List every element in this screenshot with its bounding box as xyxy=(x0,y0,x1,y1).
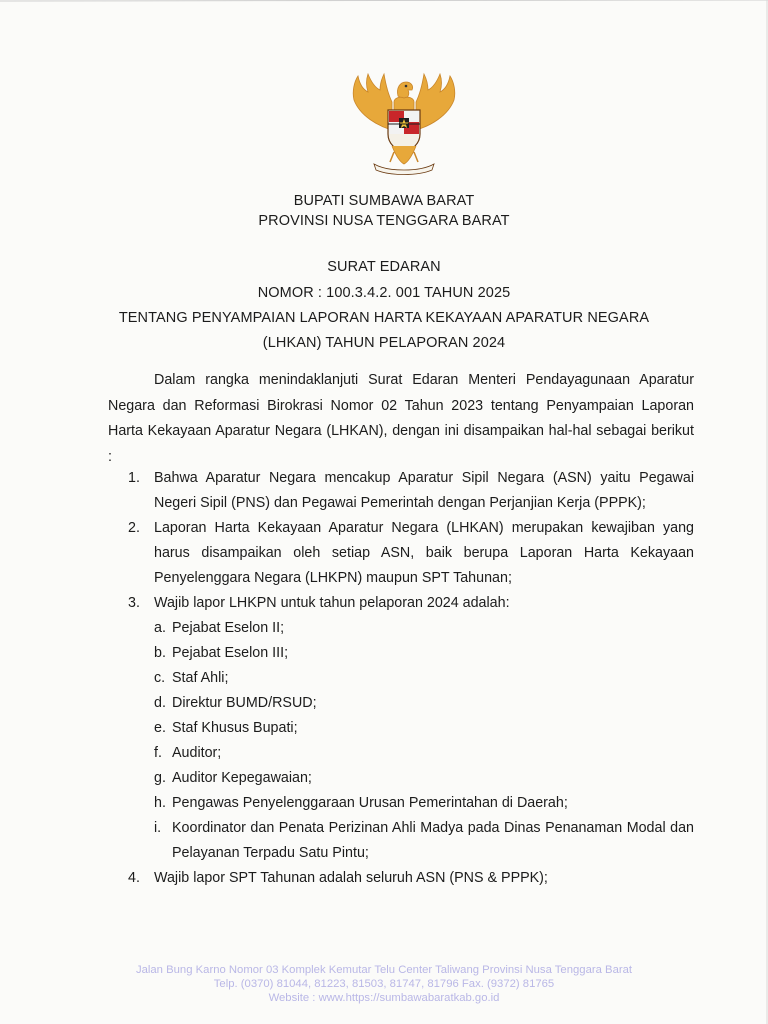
sub-item-letter: g. xyxy=(154,770,166,786)
footer-website: Website : www.https://sumbawabaratkab.go.id xyxy=(268,992,500,1004)
list-item xyxy=(128,866,694,891)
sub-item-text: Pejabat Eselon III; xyxy=(172,645,289,661)
list-item xyxy=(128,591,694,616)
document-number: NOMOR : 100.3.4.2. 001 TAHUN 2025 xyxy=(257,285,511,301)
sub-list-item xyxy=(154,716,694,741)
list-item-text: Wajib lapor SPT Tahunan adalah seluruh ASN (PNS & PPPK); xyxy=(154,870,548,886)
sub-list-item xyxy=(154,791,694,816)
sub-item-text: Direktur BUMD/RSUD; xyxy=(172,695,317,711)
list-item-number: 2. xyxy=(128,520,140,536)
numbered-list xyxy=(128,466,694,891)
document-subject-line-1: TENTANG PENYAMPAIAN LAPORAN HARTA KEKAYAAN APARATUR NEGARA xyxy=(118,310,650,326)
list-item-number: 4. xyxy=(128,870,140,886)
sub-list-item xyxy=(154,766,694,791)
sub-item-letter: e. xyxy=(154,720,166,736)
sub-item-text: Auditor; xyxy=(172,745,222,761)
issuer-title: BUPATI SUMBAWA BARAT xyxy=(293,193,475,209)
list-item-text: Bahwa Aparatur Negara mencakup Aparatur Sipil Negara (ASN) yaitu Pegawai Negeri Sipil (PNS) dan Pegawai Pemerintah dengan Perjanjian Kerja (PPPK); xyxy=(154,470,694,511)
footer-phone: Telp. (0370) 81044, 81223, 81503, 81747, 81796 Fax. (9372) 81765 xyxy=(213,978,555,990)
list-item-number: 1. xyxy=(128,470,140,486)
garuda-pancasila-emblem-icon xyxy=(348,72,460,178)
sub-item-letter: i. xyxy=(154,820,162,836)
sub-item-letter: d. xyxy=(154,695,166,711)
sub-item-text: Pejabat Eselon II; xyxy=(172,620,285,636)
sub-item-text: Staf Ahli; xyxy=(172,670,229,686)
footer-address: Jalan Bung Karno Nomor 03 Komplek Kemutar Telu Center Taliwang Provinsi Nusa Tenggara Barat xyxy=(135,964,633,976)
sub-list-item xyxy=(154,616,694,641)
sub-item-text: Pengawas Penyelenggaraan Urusan Pemerintahan di Daerah; xyxy=(172,795,568,811)
sub-list-item xyxy=(154,741,694,766)
sub-item-text: Staf Khusus Bupati; xyxy=(172,720,298,736)
sub-item-letter: f. xyxy=(154,745,162,761)
list-item xyxy=(128,466,694,516)
intro-paragraph: Dalam rangka menindaklanjuti Surat Edaran Menteri Pendayagunaan Aparatur Negara dan Reformasi Birokrasi Nomor 02 Tahun 2023 tentang Penyampaian Laporan Harta Kekayaan Aparatur Negara (LHKAN), dengan ini disampaikan hal-hal sebagai berikut : xyxy=(108,372,694,465)
sub-list-item xyxy=(154,816,694,866)
list-item-text: Wajib lapor LHKPN untuk tahun pelaporan 2024 adalah: xyxy=(154,595,510,611)
sub-item-letter: c. xyxy=(154,670,166,686)
sub-item-letter: b. xyxy=(154,645,166,661)
sub-list-item xyxy=(154,666,694,691)
document-type: SURAT EDARAN xyxy=(327,259,441,275)
document-subject-line-2: (LHKAN) TAHUN PELAPORAN 2024 xyxy=(262,335,506,351)
sub-list-item xyxy=(154,641,694,666)
sub-item-text: Koordinator dan Penata Perizinan Ahli Madya pada Dinas Penanaman Modal dan Pelayanan Terpadu Satu Pintu; xyxy=(172,820,694,861)
list-item xyxy=(128,516,694,591)
list-item-number: 3. xyxy=(128,595,140,611)
sub-item-letter: h. xyxy=(154,795,166,811)
sub-list-item xyxy=(154,691,694,716)
list-item-text: Laporan Harta Kekayaan Aparatur Negara (LHKAN) merupakan kewajiban yang harus disampaikan oleh setiap ASN, baik berupa Laporan Harta Kekayaan Penyelenggara Negara (LHKPN) maupun SPT Tahunan; xyxy=(154,520,694,586)
sub-item-letter: a. xyxy=(154,620,166,636)
issuer-province: PROVINSI NUSA TENGGARA BARAT xyxy=(258,213,510,229)
sub-item-text: Auditor Kepegawaian; xyxy=(172,770,312,786)
